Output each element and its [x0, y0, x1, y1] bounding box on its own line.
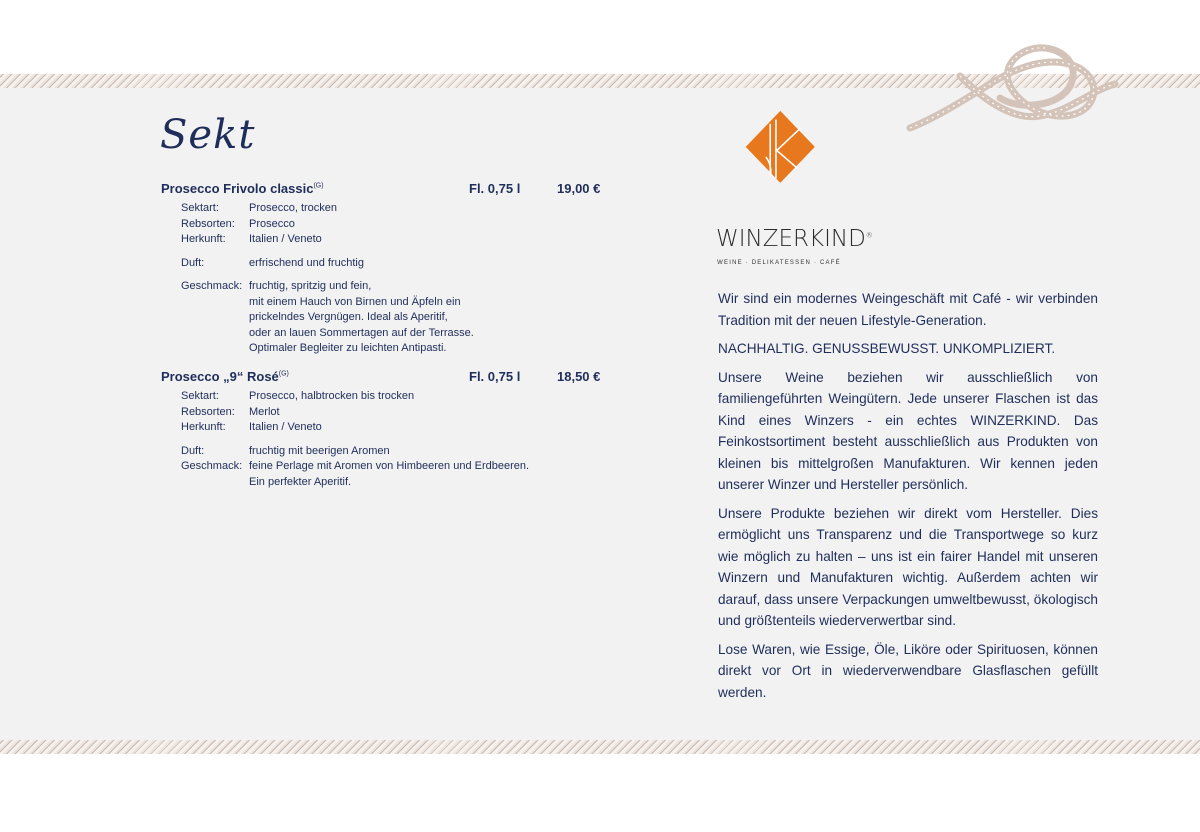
wine-price: 18,50 € — [557, 369, 601, 384]
detail-row: Herkunft: Italien / Veneto — [181, 421, 322, 433]
wine-details — [161, 201, 621, 357]
wine-details — [161, 389, 621, 490]
detail-row: Rebsorten: Prosecco — [181, 217, 295, 230]
wine-price: 19,00 € — [557, 181, 601, 196]
about-slogan: NACHHALTIG. GENUSSBEWUSST. UNKOMPLIZIERT. — [718, 341, 1056, 356]
wine-name: Prosecco Frivolo classic$^{(G)}$ — [161, 181, 324, 196]
about-paragraph: Wir sind ein modernes Weingeschäft mit Café - wir verbinden Tradition mit der neuen Lifestyle-Generation. — [718, 291, 1098, 328]
logo-tagline: WEINE · DELIKATESSEN · CAFÉ — [717, 260, 841, 266]
wine-item — [161, 181, 621, 357]
about-text — [718, 288, 1098, 710]
wine-volume: Fl. 0,75 l — [469, 369, 521, 384]
detail-row: Sektart: Prosecco, halbtrocken bis trocken — [181, 390, 415, 402]
wine-volume: Fl. 0,75 l — [469, 181, 521, 196]
tasting-row: Duft: fruchtig mit beerigen Aromen — [181, 444, 390, 457]
tasting-row: Geschmack: fruchtig, spritzig und fein, mit einem Hauch von Birnen und Äpfeln ein prickelndes Vergnügen. Ideal als Aperitif, oder an lauen Sommertagen auf der Terrasse. Optimaler Begleiter zu leichten Antipasti. — [181, 280, 474, 354]
detail-row: Rebsorten: Merlot — [181, 405, 280, 418]
detail-row: Herkunft: Italien / Veneto — [181, 233, 322, 245]
winzerkind-logo-icon — [716, 108, 846, 226]
about-paragraph: Lose Waren, wie Essige, Öle, Liköre oder Spirituosen, können direkt vor Ort in wiederverwendbare Glasflaschen gefüllt werden. — [718, 641, 1098, 700]
section-title: Sekt — [160, 112, 256, 158]
rope-border-bottom — [0, 740, 1200, 754]
tasting-row: Geschmack: feine Perlage mit Aromen von Himbeeren und Erdbeeren. Ein perfekter Aperitif. — [181, 460, 530, 488]
logo-wordmark: WINZERKIND® — [716, 226, 873, 252]
rope-knot-icon — [900, 36, 1120, 146]
wine-item — [161, 369, 621, 490]
wine-header — [161, 369, 621, 389]
wine-name: Prosecco „9“ Rosé$^{(G)}$ — [161, 369, 289, 384]
detail-row: Sektart: Prosecco, trocken — [181, 202, 338, 214]
about-paragraph: Unsere Weine beziehen wir ausschließlich von familiengeführten Weingütern. Jede unserer Flaschen ist das Kind eines Winzers - ein echtes WINZERKIND. Das Feinkostsortiment besteht ausschließlich aus Produkten von kleinen bis mittelgroßen Manufakturen. Wir kennen jeden unserer Winzer und Hersteller persönlich. — [718, 369, 1098, 492]
tasting-row: Duft: erfrischend und fruchtig — [181, 256, 364, 269]
wine-header — [161, 181, 621, 201]
about-paragraph: Unsere Produkte beziehen wir direkt vom Hersteller. Dies ermöglicht uns Transparenz und die Transportwege so kurz wie möglich zu halten – uns ist ein fairer Handel mit unseren Winzern und Manufakturen wichtig. Außerdem achten wir darauf, dass unsere Verpackungen umweltbewusst, ökologisch und größtenteils wiederverwertbar sind. — [718, 505, 1098, 628]
